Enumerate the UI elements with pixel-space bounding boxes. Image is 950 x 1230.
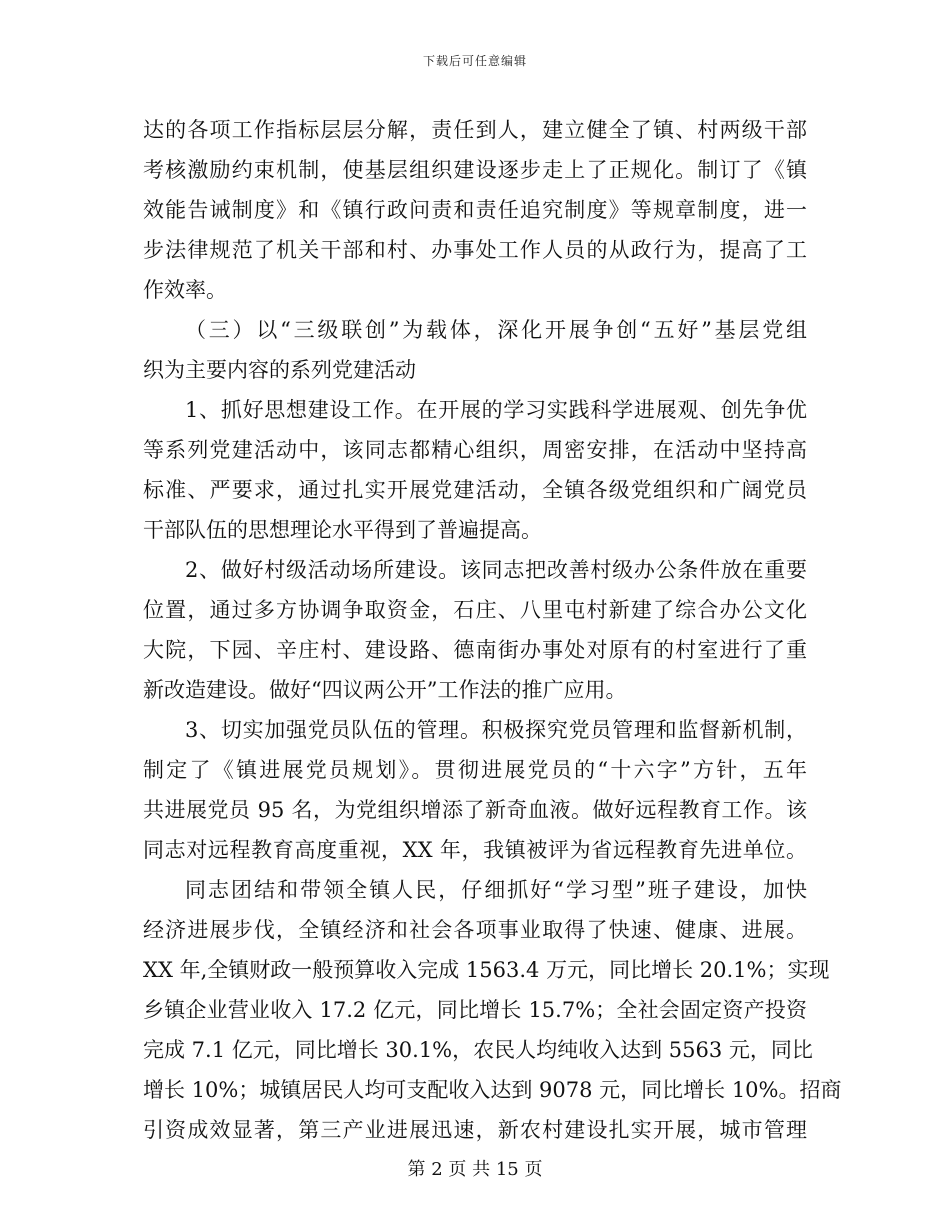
text-line: 干部队伍的思想理论水平得到了普遍提高。	[143, 518, 542, 542]
text-line: 织为主要内容的系列党建活动	[143, 358, 416, 382]
document-body	[143, 112, 842, 1152]
text-line: 效能告诫制度》和《镇行政问责和责任追究制度》等规章制度，进一	[143, 198, 807, 222]
text-line: 引资成效显著，第三产业进展迅速，新农村建设扎实开展，城市管理	[143, 1118, 807, 1142]
text-line: 增长 10%；城镇居民人均可支配收入达到 9078 元，同比增长 10%。招商	[143, 1078, 842, 1102]
page-header: 下载后可任意编辑	[422, 54, 527, 68]
text-line: 等系列党建活动中，该同志都精心组织，周密安排，在活动中坚持高	[143, 438, 807, 462]
text-line: 经济进展步伐，全镇经济和社会各项事业取得了快速、健康、进展。	[143, 918, 807, 942]
text-line: 大院，下园、辛庄村、建设路、德南街办事处对原有的村室进行了重	[143, 638, 807, 662]
text-line: 完成 7.1 亿元，同比增长 30.1%，农民人均纯收入达到 5563 元，同比	[143, 1038, 813, 1062]
text-line: 新改造建设。做好“四议两公开”工作法的推广应用。	[143, 678, 627, 702]
text-line: 共进展党员 95 名，为党组织增添了新奇血液。做好远程教育工作。该	[143, 798, 807, 822]
text-line: 步法律规范了机关干部和村、办事处工作人员的从政行为，提高了工	[143, 238, 807, 262]
text-line: 2、做好村级活动场所建设。该同志把改善村级办公条件放在重要	[185, 558, 807, 582]
page-number: 第 2 页 共 15 页	[407, 1159, 543, 1180]
text-line: 3、切实加强党员队伍的管理。积极探究党员管理和监督新机制，	[185, 718, 807, 742]
text-line: （三）以“三级联创”为载体，深化开展争创“五好”基层党组	[185, 318, 807, 342]
text-line: 达的各项工作指标层层分解，责任到人，建立健全了镇、村两级干部	[143, 118, 807, 142]
text-line: 考核激励约束机制，使基层组织建设逐步走上了正规化。制订了《镇	[143, 158, 807, 182]
text-line: 同志团结和带领全镇人民，仔细抓好“学习型”班子建设，加快	[185, 878, 807, 902]
text-line: 制定了《镇进展党员规划》。贯彻进展党员的“十六字”方针，五年	[143, 758, 807, 782]
text-line: 作效率。	[143, 278, 227, 302]
text-line: 同志对远程教育高度重视，XX 年，我镇被评为省远程教育先进单位。	[143, 838, 807, 862]
text-line: XX 年,全镇财政一般预算收入完成 1563.4 万元，同比增长 20.1%；实现	[143, 958, 830, 982]
text-line: 标准、严要求，通过扎实开展党建活动，全镇各级党组织和广阔党员	[143, 478, 807, 502]
text-line: 位置，通过多方协调争取资金，石庄、八里屯村新建了综合办公文化	[143, 598, 807, 622]
text-line: 1、抓好思想建设工作。在开展的学习实践科学进展观、创先争优	[185, 398, 807, 422]
text-line: 乡镇企业营业收入 17.2 亿元，同比增长 15.7%；全社会固定资产投资	[143, 998, 807, 1022]
